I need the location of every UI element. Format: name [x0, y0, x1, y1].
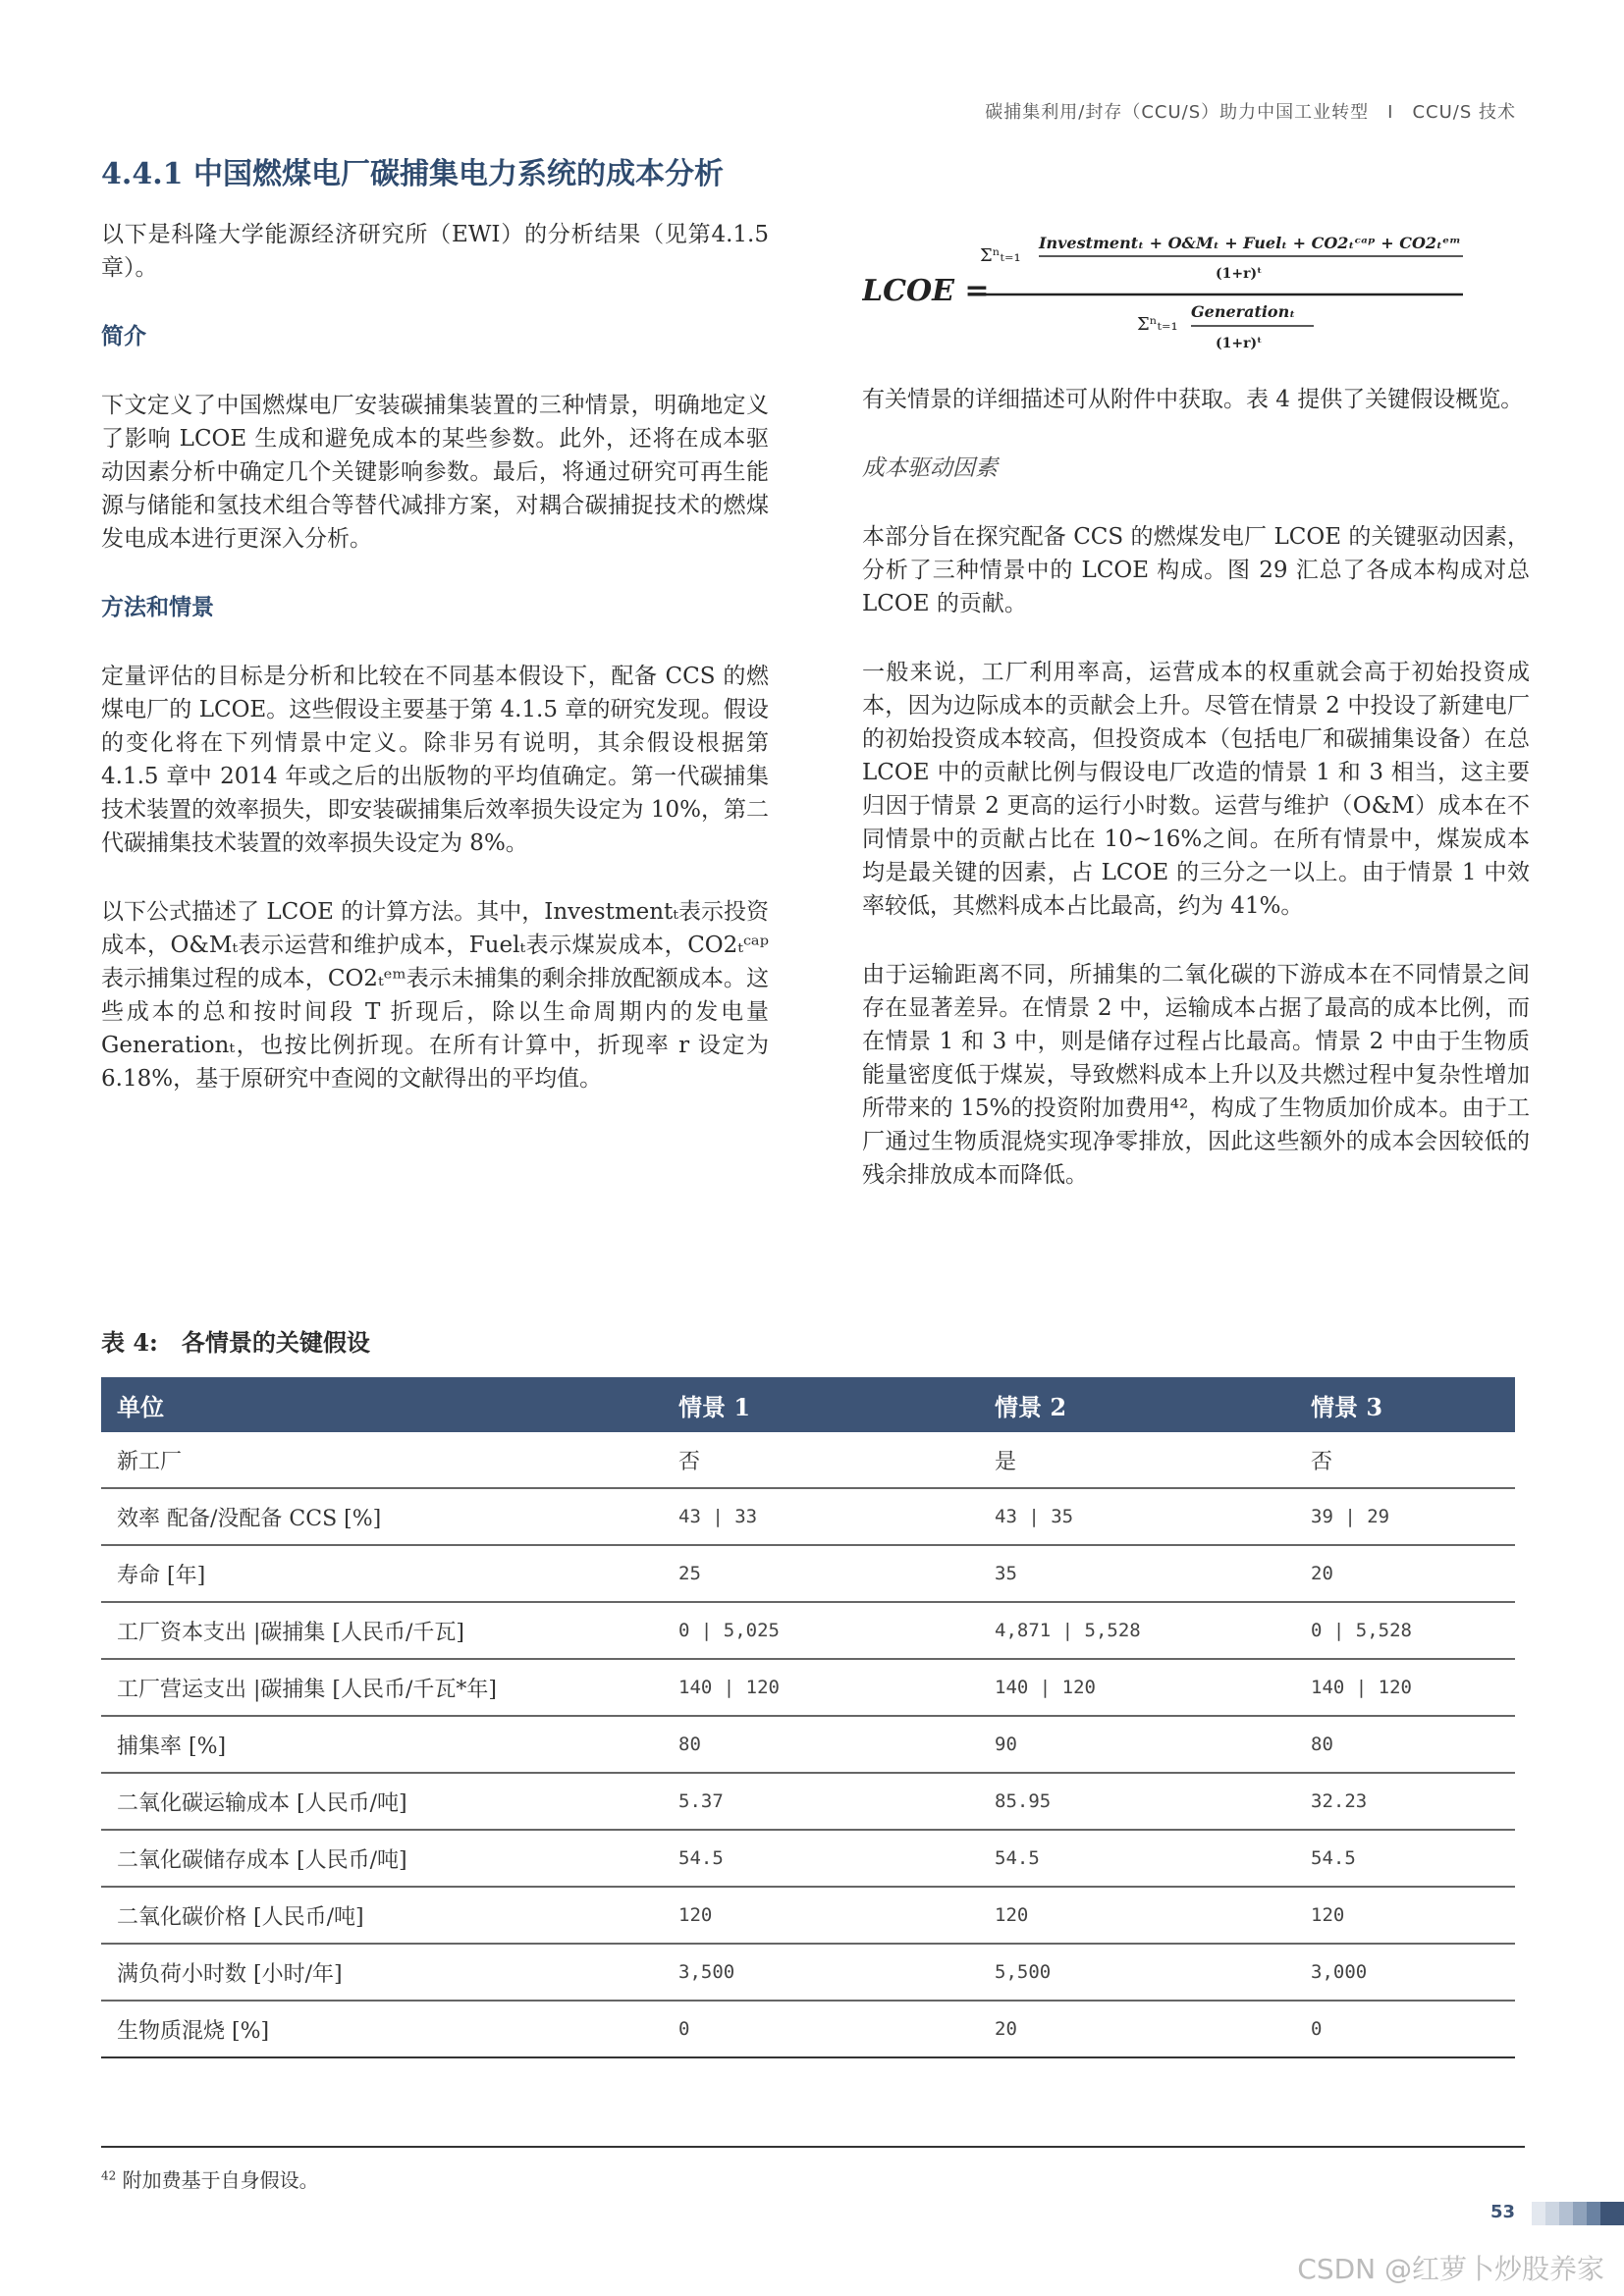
- table-cell: 35: [979, 1545, 1295, 1602]
- formula-sum-top: Σⁿₜ₌₁: [980, 245, 1021, 266]
- running-header: 碳捕集利用/封存（CCU/S）助力中国工业转型 I CCU/S 技术: [985, 102, 1516, 123]
- formula-discount-bottom: (1+r)ᵗ: [1216, 336, 1263, 351]
- lcoe-formula: [862, 224, 1471, 356]
- footnote-text: 附加费基于自身假设。: [122, 2168, 319, 2192]
- table-cell: 0: [663, 2001, 979, 2057]
- table-cell: 90: [979, 1716, 1295, 1773]
- table-row: [101, 1602, 1515, 1659]
- table-cell: 43 | 33: [663, 1488, 979, 1545]
- table-row: [101, 1830, 1515, 1887]
- table-row: [101, 1545, 1515, 1602]
- section-title: 4.4.1 中国燃煤电厂碳捕集电力系统的成本分析: [101, 157, 724, 191]
- table-cell: 否: [1295, 1432, 1515, 1488]
- table-cell: 140 | 120: [979, 1659, 1295, 1716]
- subheading-methods: 方法和情景: [101, 594, 214, 620]
- table-cell: 80: [1295, 1716, 1515, 1773]
- table-cell: 140 | 120: [663, 1659, 979, 1716]
- page-number: 53: [1490, 2202, 1516, 2222]
- right-column: [862, 383, 1530, 1227]
- table-cell-label: 工厂营运支出 |碳捕集 [人民币/千瓦*年]: [101, 1659, 663, 1716]
- table-cell: 5.37: [663, 1773, 979, 1830]
- intro-body: 下文定义了中国燃煤电厂安装碳捕集装置的三种情景，明确地定义了影响 LCOE 生成和避免成本的某些参数。此外，还将在成本驱动因素分析中确定几个关键影响参数。最后，将通过研究可再生能源与储能和氢技术组合等替代减排方案，对耦合碳捕捉技术的燃煤发电成本进行更深入分析。: [101, 393, 769, 552]
- table-header-row: [101, 1377, 1515, 1432]
- subheading-intro: 简介: [101, 323, 146, 349]
- table-row: [101, 1887, 1515, 1944]
- table-cell: 20: [1295, 1545, 1515, 1602]
- table-cell: 20: [979, 2001, 1295, 2057]
- table-cell: 5,500: [979, 1944, 1295, 2001]
- table-header-cell: 单位: [101, 1377, 663, 1432]
- assumptions-table: [101, 1377, 1515, 2058]
- table-cell-label: 生物质混烧 [%]: [101, 2001, 663, 2057]
- cost-drivers-heading: 成本驱动因素: [862, 455, 998, 481]
- table-header-cell: 情景 2: [979, 1377, 1295, 1432]
- formula-lhs: LCOE =: [862, 274, 990, 308]
- watermark: CSDN @红萝卜炒股养家: [1297, 2253, 1604, 2285]
- right-paragraph-2: 本部分旨在探究配备 CCS 的燃煤发电厂 LCOE 的关键驱动因素，分析了三种情景中的 LCOE 构成。图 29 汇总了各成本构成对总 LCOE 的贡献。: [862, 524, 1530, 616]
- table-cell: 120: [979, 1887, 1295, 1944]
- table-cell-label: 寿命 [年]: [101, 1545, 663, 1602]
- table-header-cell: 情景 1: [663, 1377, 979, 1432]
- table-cell-label: 捕集率 [%]: [101, 1716, 663, 1773]
- table-cell: 0: [1295, 2001, 1515, 2057]
- table-cell: 25: [663, 1545, 979, 1602]
- left-column: [101, 155, 769, 1131]
- table-cell: 54.5: [1295, 1830, 1515, 1887]
- table-cell: 3,000: [1295, 1944, 1515, 2001]
- table-row: [101, 1716, 1515, 1773]
- table-cell: 43 | 35: [979, 1488, 1295, 1545]
- table-row: [101, 1488, 1515, 1545]
- formula-discount-top: (1+r)ᵗ: [1216, 266, 1263, 282]
- table-cell: 120: [663, 1887, 979, 1944]
- table-cell-label: 满负荷小时数 [小时/年]: [101, 1944, 663, 2001]
- table-cell: 否: [663, 1432, 979, 1488]
- footnote-marker: 42: [101, 2168, 117, 2183]
- table-cell: 4,871 | 5,528: [979, 1602, 1295, 1659]
- formula-sum-bottom: Σⁿₜ₌₁: [1137, 314, 1178, 335]
- table-cell: 85.95: [979, 1773, 1295, 1830]
- formula-denominator: Generationₜ: [1191, 302, 1296, 321]
- table-cell-label: 工厂资本支出 |碳捕集 [人民币/千瓦]: [101, 1602, 663, 1659]
- table-cell: 140 | 120: [1295, 1659, 1515, 1716]
- table-cell: 是: [979, 1432, 1295, 1488]
- table-row: [101, 2001, 1515, 2057]
- table-cell-label: 二氧化碳储存成本 [人民币/吨]: [101, 1830, 663, 1887]
- table-cell: 0 | 5,528: [1295, 1602, 1515, 1659]
- table-cell: 3,500: [663, 1944, 979, 2001]
- table-cell: 54.5: [979, 1830, 1295, 1887]
- right-paragraph-3: 一般来说，工厂利用率高，运营成本的权重就会高于初始投资成本，因为边际成本的贡献会上升。尽管在情景 2 中投设了新建电厂的初始投资成本较高，但投资成本（包括电厂和碳捕集设备）在总 LCOE 中的贡献比例与假设电厂改造的情景 1 和 3 相当，这主要归因于情景 2 更高的运行小时数。运营与维护（O&M）成本在不同情景中的贡献占比在 10~16%之间。在所有情景中，煤炭成本均是最关键的因素，占 LCOE 的三分之一以上。由于情景 1 中效率较低，其燃料成本占比最高，约为 41%。: [862, 660, 1530, 919]
- table-cell: 32.23: [1295, 1773, 1515, 1830]
- table-cell: 80: [663, 1716, 979, 1773]
- intro-paragraph: 以下是科隆大学能源经济研究所（EWI）的分析结果（见第4.1.5章）。: [101, 222, 769, 281]
- footnote-divider: [101, 2146, 1525, 2148]
- table-cell-label: 新工厂: [101, 1432, 663, 1488]
- table-row: [101, 1659, 1515, 1716]
- table-cell: 120: [1295, 1887, 1515, 1944]
- table-cell: 54.5: [663, 1830, 979, 1887]
- table-caption: 表 4: 各情景的关键假设: [101, 1328, 370, 1357]
- page-decoration-bar: [1532, 2202, 1624, 2225]
- table-cell: 0 | 5,025: [663, 1602, 979, 1659]
- formula-numerator: Investmentₜ + O&Mₜ + Fuelₜ + CO2ₜᶜᵃᵖ + CO2ₜᵉᵐ: [1039, 234, 1461, 252]
- table-row: [101, 1773, 1515, 1830]
- right-paragraph-4: 由于运输距离不同，所捕集的二氧化碳的下游成本在不同情景之间存在显著差异。在情景 2 中，运输成本占据了最高的成本比例，而在情景 1 和 3 中，则是储存过程占比最高。情景 2 中由于生物质能量密度低于煤炭，导致燃料成本上升以及共燃过程中复杂性增加所带来的 15%的投资附加费用⁴²，构成了生物质加价成本。由于工厂通过生物质混烧实现净零排放，因此这些额外的成本会因较低的残余排放成本而降低。: [862, 962, 1530, 1188]
- table-header-cell: 情景 3: [1295, 1377, 1515, 1432]
- table-row: [101, 1944, 1515, 2001]
- table-row: [101, 1432, 1515, 1488]
- table-cell-label: 效率 配备/没配备 CCS [%]: [101, 1488, 663, 1545]
- table-cell-label: 二氧化碳价格 [人民币/吨]: [101, 1887, 663, 1944]
- methods-paragraph-1: 定量评估的目标是分析和比较在不同基本假设下，配备 CCS 的燃煤电厂的 LCOE。这些假设主要基于第 4.1.5 章的研究发现。假设的变化将在下列情景中定义。除非另有说明，其余假设根据第 4.1.5 章中 2014 年或之后的出版物的平均值确定。第一代碳捕集技术装置的效率损失，即安装碳捕集后效率损失设定为 10%，第二代碳捕集技术装置的效率损失设定为 8%。: [101, 664, 769, 856]
- right-paragraph-1: 有关情景的详细描述可从附件中获取。表 4 提供了关键假设概览。: [862, 387, 1524, 412]
- table-cell-label: 二氧化碳运输成本 [人民币/吨]: [101, 1773, 663, 1830]
- methods-paragraph-2: 以下公式描述了 LCOE 的计算方法。其中，Investmentₜ表示投资成本，O&Mₜ表示运营和维护成本，Fuelₜ表示煤炭成本，CO2ₜᶜᵃᵖ表示捕集过程的成本，CO2ₜᵉᵐ表示未捕集的剩余排放配额成本。这些成本的总和按时间段 T 折现后，除以生命周期内的发电量 Generationₜ，也按比例折现。在所有计算中，折现率 r 设定为 6.18%，基于原研究中查阅的文献得出的平均值。: [101, 899, 769, 1092]
- footnote: [101, 2164, 319, 2193]
- table-cell: 39 | 29: [1295, 1488, 1515, 1545]
